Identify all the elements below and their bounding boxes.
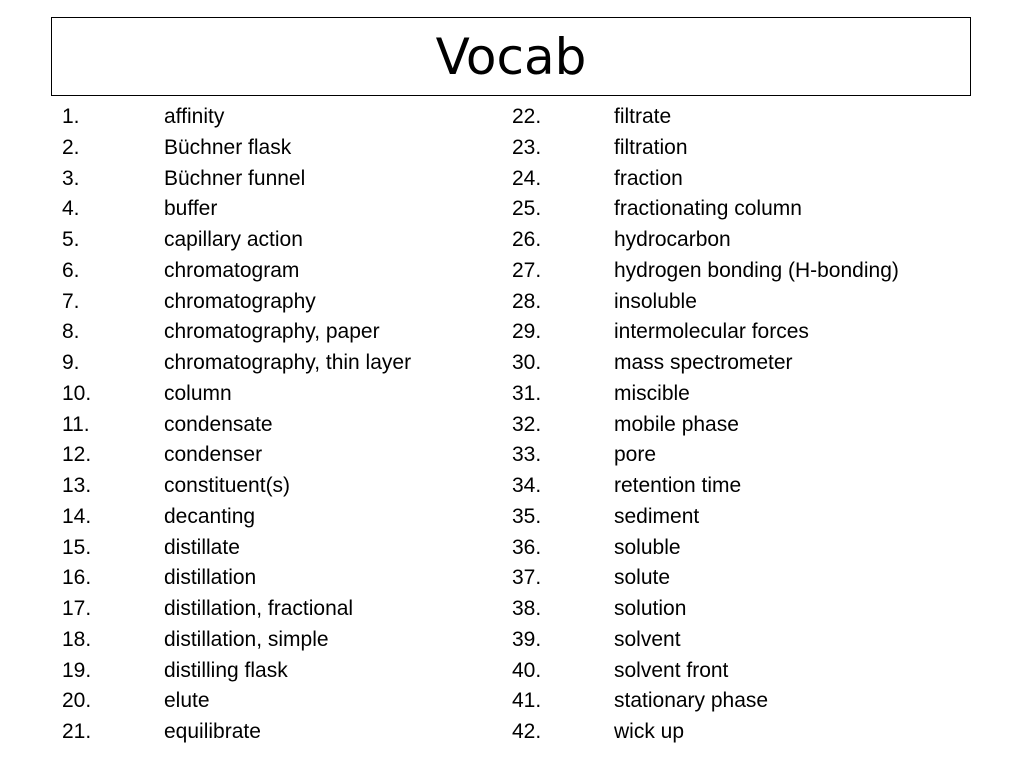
item-number: 31. [512, 381, 542, 405]
vocab-term: Büchner funnel [164, 166, 306, 190]
vocab-term: distillate [164, 535, 240, 559]
item-number: 12. [62, 443, 92, 467]
item-number: 29. [512, 320, 542, 344]
item-number: 27. [512, 258, 542, 282]
item-number: 36. [512, 535, 542, 559]
item-number: 22. [512, 105, 542, 128]
vocab-term: solvent [614, 627, 681, 651]
vocab-term: retention time [614, 474, 742, 497]
item-number: 41. [512, 689, 542, 713]
title-box [51, 17, 971, 96]
item-number: 19. [62, 658, 92, 682]
item-number: 42. [512, 720, 542, 743]
item-number: 40. [512, 658, 542, 682]
vocab-term: solution [614, 597, 687, 620]
item-number: 4. [62, 197, 80, 221]
vocab-term: filtration [614, 135, 688, 159]
item-number: 2. [62, 135, 80, 159]
item-number: 11. [62, 412, 90, 436]
vocab-term: distillation, simple [164, 627, 329, 651]
item-number: 3. [62, 166, 80, 190]
vocab-term: hydrogen bonding (H-bonding) [614, 258, 899, 282]
vocab-term: affinity [164, 105, 225, 128]
vocab-term: distillation [164, 566, 257, 590]
item-number: 39. [512, 627, 542, 651]
item-number: 5. [62, 228, 80, 251]
vocab-term: mass spectrometer [614, 351, 793, 374]
vocab-term: condenser [164, 443, 263, 467]
vocab-term: soluble [614, 535, 681, 559]
vocab-term: intermolecular forces [614, 320, 809, 344]
vocab-term: condensate [164, 412, 273, 436]
vocab-term: elute [164, 689, 210, 713]
item-number: 9. [62, 351, 80, 374]
vocab-term: stationary phase [614, 689, 769, 713]
vocab-term: solvent front [614, 658, 729, 682]
item-number: 20. [62, 689, 92, 713]
item-number: 14. [62, 504, 92, 528]
item-number: 28. [512, 289, 542, 313]
item-number: 26. [512, 228, 542, 251]
vocab-term: wick up [614, 720, 685, 743]
vocab-term: distilling flask [164, 658, 288, 682]
vocab-term: buffer [164, 197, 218, 221]
item-number: 23. [512, 135, 542, 159]
item-number: 25. [512, 197, 542, 221]
vocab-term: decanting [164, 504, 256, 528]
item-number: 37. [512, 566, 542, 590]
vocab-term: Büchner flask [164, 135, 292, 159]
vocab-term: distillation, fractional [164, 597, 354, 620]
item-number: 32. [512, 412, 542, 436]
vocab-term: miscible [614, 381, 690, 405]
item-number: 21. [62, 720, 92, 743]
item-number: 15. [62, 535, 92, 559]
vocab-term: chromatogram [164, 258, 300, 282]
vocab-term: filtrate [614, 105, 672, 128]
vocab-term: mobile phase [614, 412, 739, 436]
item-number: 18. [62, 627, 92, 651]
vocab-term: hydrocarbon [614, 228, 731, 251]
item-number: 6. [62, 258, 80, 282]
vocab-term: solute [614, 566, 671, 590]
vocab-term: insoluble [614, 289, 697, 313]
page-title: Vocab [435, 27, 587, 86]
vocab-term: chromatography, paper [164, 320, 380, 344]
item-number: 17. [62, 597, 92, 620]
vocab-term: fractionating column [614, 197, 802, 221]
item-number: 16. [62, 566, 92, 590]
vocab-term: capillary action [164, 228, 303, 251]
vocab-term: sediment [614, 504, 700, 528]
item-number: 13. [62, 474, 92, 497]
vocab-term: equilibrate [164, 720, 261, 743]
item-number: 24. [512, 166, 542, 190]
vocab-term: constituent(s) [164, 474, 291, 497]
item-number: 8. [62, 320, 80, 344]
vocab-term: fraction [614, 166, 683, 190]
vocab-term: chromatography, thin layer [164, 351, 412, 374]
item-number: 34. [512, 474, 542, 497]
item-number: 7. [62, 289, 80, 313]
vocab-term: pore [614, 443, 657, 467]
vocab-term: chromatography [164, 289, 316, 313]
item-number: 30. [512, 351, 542, 374]
item-number: 35. [512, 504, 542, 528]
item-number: 38. [512, 597, 542, 620]
item-number: 10. [62, 381, 92, 405]
vocab-term: column [164, 381, 232, 405]
item-number: 33. [512, 443, 542, 467]
item-number: 1. [62, 105, 80, 128]
